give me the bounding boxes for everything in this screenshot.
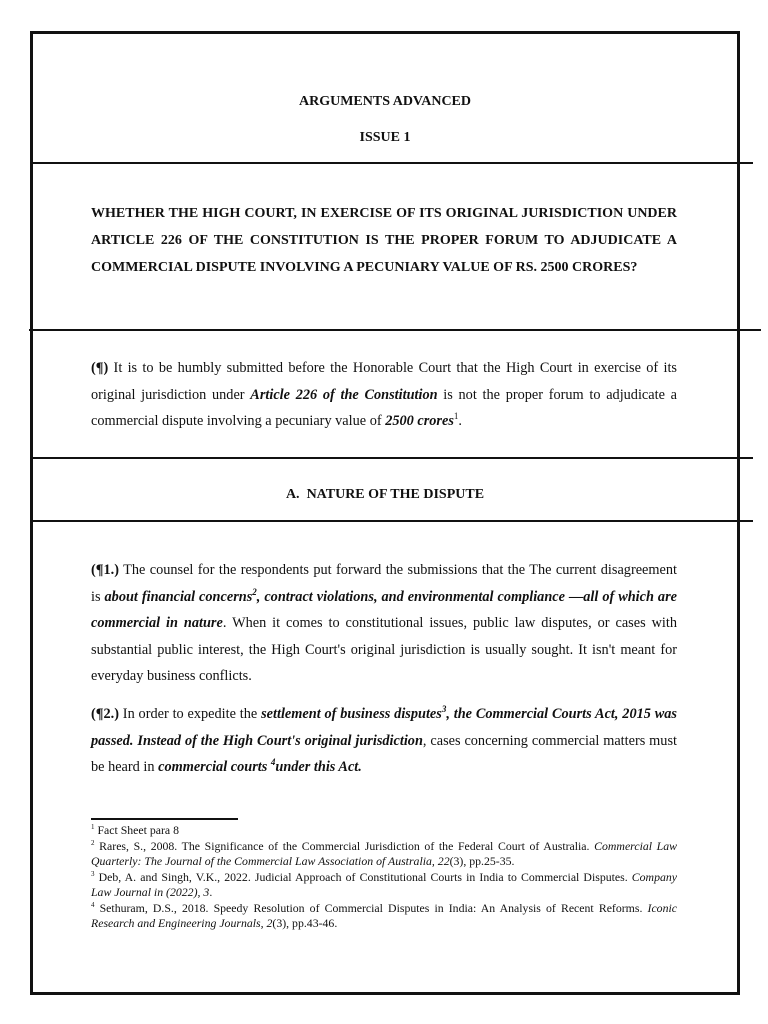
section-heading: [33, 487, 737, 503]
footnote-source: Commercial Law Quarterly: The Journal of the Commercial Law Association of Australia, 22: [91, 838, 677, 868]
footnote-number: 4: [91, 900, 95, 909]
paragraph-text: , cases concerning commercial matters must be heard in: [91, 732, 677, 775]
paragraph-marker: (¶2.): [91, 706, 119, 722]
paragraph-marker: (¶1.): [91, 562, 119, 578]
footnote-number: 2: [91, 838, 95, 847]
footnote-source: Iconic Research and Engineering Journals, 2: [91, 900, 677, 930]
divider: [29, 329, 761, 331]
footnotes: [91, 823, 677, 932]
footnote-text: Deb, A. and Singh, V.K., 2022. Judicial Approach of Constitutional Courts in India to Commercial Disputes.: [98, 869, 632, 884]
emphasis-text: 2500 crores: [385, 413, 454, 429]
emphasis-text: about financial concerns: [104, 588, 253, 605]
footnote-text: Fact Sheet para 8: [97, 823, 180, 837]
divider: [31, 520, 753, 522]
intro-paragraph: [91, 355, 677, 435]
divider: [31, 457, 753, 459]
footnote-text: (3), pp.43-46.: [272, 916, 338, 930]
emphasis-text: , the Commercial Courts Act, 2015 was passed. Instead of the High Court's original jurisdiction: [91, 706, 677, 749]
emphasis-text: commercial courts: [158, 759, 271, 775]
footnote-text: (3), pp.25-35.: [449, 854, 515, 868]
footnote: [91, 839, 677, 870]
paragraph-text: It is to be humbly submitted before the Honorable Court that the High Court in exercise of its original jurisdiction under: [91, 360, 677, 403]
paragraph-1: [91, 557, 677, 690]
footnote-ref: 3: [441, 704, 447, 715]
paragraph-text: is not the proper forum to adjudicate a commercial dispute involving a pecuniary value of: [91, 386, 677, 429]
issue-heading: ISSUE 1: [359, 130, 411, 145]
footnote-text: Rares, S., 2008. The Significance of the Commercial Jurisdiction of the Federal Court of Australia.: [99, 838, 595, 853]
footnote: [91, 901, 677, 932]
emphasis-text: , contract violations, and environmental compliance —all of which are commercial in nature: [91, 588, 677, 631]
footnote-ref: 1: [453, 411, 459, 422]
section-label: A.: [285, 487, 300, 502]
footnote: [91, 870, 677, 901]
paragraph-text: In order to expedite the: [118, 706, 262, 722]
page-title: ARGUMENTS ADVANCED: [298, 94, 472, 109]
section-title: NATURE OF THE DISPUTE: [306, 487, 485, 502]
emphasis-text: settlement of business disputes: [261, 706, 442, 722]
footnote-separator: [91, 818, 238, 820]
footnote-text: Sethuram, D.S., 2018. Speedy Resolution of Commercial Disputes in India: An Analysis of Recent Reforms.: [99, 900, 648, 915]
paragraph-2: [91, 701, 677, 781]
emphasis-text: Article 226 of the Constitution: [250, 386, 438, 403]
footnote-text: .: [209, 885, 213, 899]
footnote-source: Company Law Journal in (2022), 3: [91, 869, 677, 899]
paragraph-text: . When it comes to constitutional issues, public law disputes, or cases with substantial public interest, the High Court's original jurisdiction is usually sought. It isn't meant for everyday business conflicts.: [91, 615, 677, 684]
paragraph-marker: (¶): [91, 360, 109, 376]
footnote-ref: 2: [252, 586, 257, 597]
paragraph-text: .: [458, 413, 462, 429]
footnote-ref: 4: [270, 757, 276, 768]
emphasis-text: under this Act.: [275, 759, 362, 775]
footnote-number: 3: [91, 869, 95, 878]
issue-question: WHETHER THE HIGH COURT, IN EXERCISE OF ITS ORIGINAL JURISDICTION UNDER ARTICLE 226 OF THE CONSTITUTION IS THE PROPER FORUM TO ADJUDICATE A COMMERCIAL DISPUTE INVOLVING A PECUNIARY VALUE OF RS. 2500 CRORES?: [91, 206, 677, 275]
paragraph-text: The counsel for the respondents put forward the submissions that the The current disagreement is: [91, 562, 677, 605]
footnote-number: 1: [91, 823, 95, 832]
footnote: [91, 823, 677, 839]
divider: [31, 162, 753, 164]
